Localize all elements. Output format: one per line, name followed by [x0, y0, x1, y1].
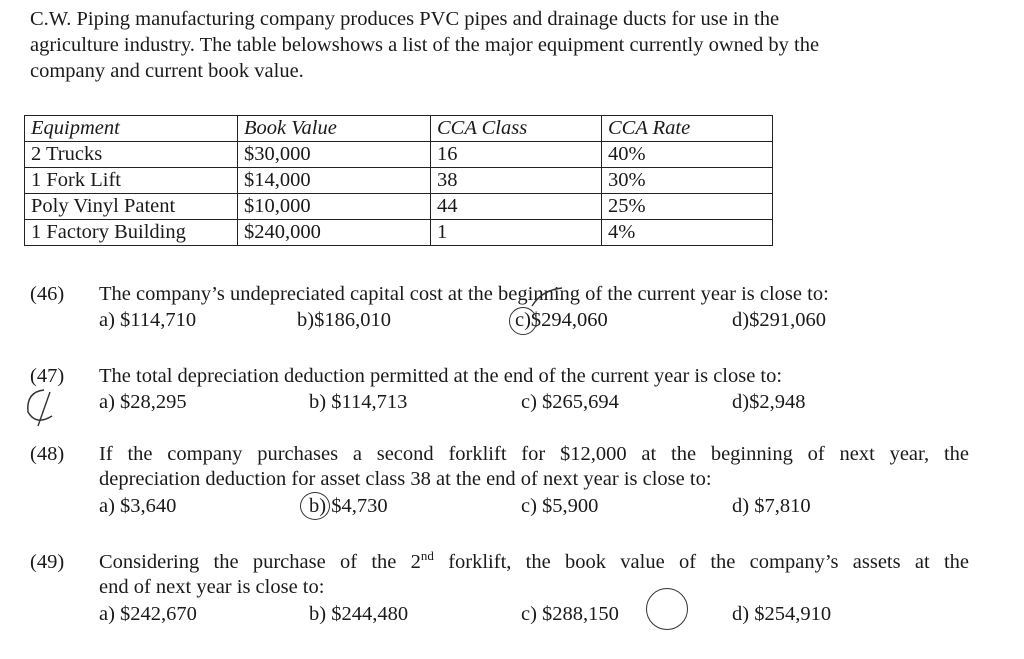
option-c[interactable]: c) $288,150: [521, 603, 619, 625]
question-text-line-1: [99, 550, 969, 575]
question-47: [30, 364, 990, 424]
question-text-line-1: If the company purchases a second forklift for $12,000 at the beginning of next year, the: [99, 443, 969, 465]
table-row: [25, 194, 773, 220]
question-text: The total depreciation deduction permitted at the end of the current year is close to:: [99, 365, 783, 387]
equipment-table: [24, 115, 773, 246]
cell-cca-rate: 25%: [602, 194, 773, 220]
option-c[interactable]: c) $265,694: [521, 391, 619, 413]
option-d[interactable]: d) $254,910: [732, 603, 832, 625]
question-number: (46): [30, 283, 65, 305]
question-48: [30, 442, 990, 526]
cell-cca-rate: 30%: [602, 168, 773, 194]
option-d[interactable]: d)$2,948: [732, 391, 806, 413]
header-cca-rate: CCA Rate: [602, 116, 773, 142]
option-b[interactable]: b) $114,713: [309, 391, 408, 413]
question-46: [30, 282, 990, 342]
cell-equipment: 2 Trucks: [25, 142, 238, 168]
table-row: [25, 142, 773, 168]
intro-line-1: C.W. Piping manufacturing company produces PVC pipes and drainage ducts for use in the: [30, 8, 780, 30]
table-row: [25, 220, 773, 246]
question-text-part-2: forklift, the book value of the company’s assets at the: [433, 551, 970, 573]
question-number: (48): [30, 443, 65, 465]
intro-line-2: agriculture industry. The table belowshows a list of the major equipment currently owned by the: [30, 34, 820, 56]
cell-book-value: $10,000: [238, 194, 431, 220]
answer-options: [99, 390, 979, 415]
answer-options: [99, 602, 979, 627]
option-c[interactable]: c) $5,900: [521, 495, 599, 517]
cell-cca-rate: 4%: [602, 220, 773, 246]
question-49: [30, 550, 990, 634]
cell-cca-class: 44: [431, 194, 602, 220]
superscript: nd: [420, 548, 434, 564]
header-book-value: Book Value: [238, 116, 431, 142]
table-row: [25, 168, 773, 194]
option-b[interactable]: b) $4,730: [309, 495, 388, 517]
header-cca-class: CCA Class: [431, 116, 602, 142]
question-text-line-2: end of next year is close to:: [99, 576, 325, 598]
cell-equipment: 1 Fork Lift: [25, 168, 238, 194]
option-b[interactable]: b)$186,010: [297, 309, 391, 331]
intro-paragraph: [30, 6, 980, 84]
answer-options: [99, 308, 979, 333]
cell-cca-rate: 40%: [602, 142, 773, 168]
cell-equipment: Poly Vinyl Patent: [25, 194, 238, 220]
option-a[interactable]: a) $3,640: [99, 495, 177, 517]
question-number: (49): [30, 551, 65, 573]
question-number: (47): [30, 365, 65, 387]
question-text-line-2: depreciation deduction for asset class 38 at the end of next year is close to:: [99, 468, 712, 490]
option-d[interactable]: d) $7,810: [732, 495, 811, 517]
answer-options: [99, 494, 979, 519]
option-a[interactable]: a) $28,295: [99, 391, 187, 413]
cell-book-value: $240,000: [238, 220, 431, 246]
table-header-row: [25, 116, 773, 142]
option-b[interactable]: b) $244,480: [309, 603, 409, 625]
option-c[interactable]: c)$294,060: [515, 309, 608, 331]
option-d[interactable]: d)$291,060: [732, 309, 826, 331]
cell-equipment: 1 Factory Building: [25, 220, 238, 246]
header-equipment: Equipment: [25, 116, 238, 142]
option-a[interactable]: a) $114,710: [99, 309, 197, 331]
intro-line-3: company and current book value.: [30, 60, 304, 82]
cell-book-value: $30,000: [238, 142, 431, 168]
cell-book-value: $14,000: [238, 168, 431, 194]
option-a[interactable]: a) $242,670: [99, 603, 197, 625]
cell-cca-class: 1: [431, 220, 602, 246]
cell-cca-class: 38: [431, 168, 602, 194]
question-text-part-1: Considering the purchase of the 2: [99, 551, 421, 573]
cell-cca-class: 16: [431, 142, 602, 168]
question-text: The company’s undepreciated capital cost at the beginning of the current year is close to:: [99, 283, 829, 305]
